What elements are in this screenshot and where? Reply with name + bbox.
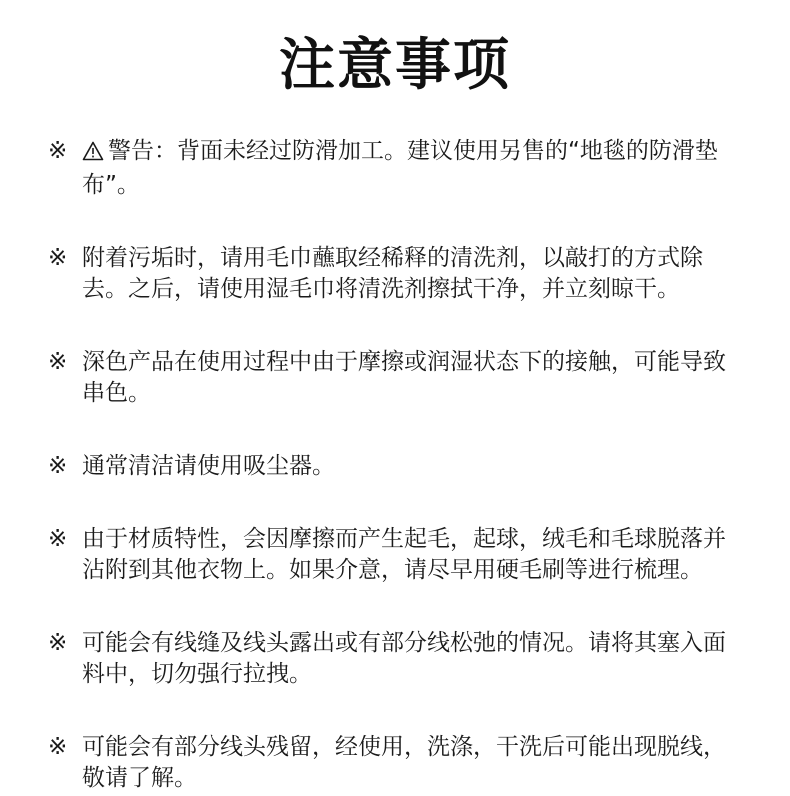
note-item bbox=[48, 347, 748, 409]
note-item bbox=[48, 451, 748, 482]
note-text: 由于材质特性，会因摩擦而产生起毛，起球，绒毛和毛球脱落并沾附到其他衣物上。如果介意，请尽早用硬毛刷等进行梳理。 bbox=[82, 526, 726, 583]
bullet-mark: ※ bbox=[48, 138, 68, 164]
note-text: 可能会有部分线头残留，经使用，洗涤，干洗后可能出现脱线，敬请了解。 bbox=[82, 734, 726, 791]
note-text: 警告：背面未经过防滑加工。建议使用另售的“地毯的防滑垫布”。 bbox=[82, 138, 718, 198]
note-item bbox=[48, 628, 748, 690]
note-text: 深色产品在使用过程中由于摩擦或润湿状态下的接触，可能导致串色。 bbox=[82, 349, 726, 406]
bullet-mark: ※ bbox=[48, 734, 68, 760]
note-item bbox=[48, 732, 748, 794]
bullet-mark: ※ bbox=[48, 349, 68, 375]
notes-list bbox=[48, 136, 748, 794]
note-text: 通常清洁请使用吸尘器。 bbox=[82, 453, 335, 479]
note-text: 附着污垢时，请用毛巾蘸取经稀释的清洗剂，以敲打的方式除去。之后，请使用湿毛巾将清洗剂擦拭干净，并立刻晾干。 bbox=[82, 245, 703, 302]
bullet-mark: ※ bbox=[48, 526, 68, 552]
note-text-wrap bbox=[82, 136, 748, 201]
bullet-mark: ※ bbox=[48, 245, 68, 271]
note-item bbox=[48, 243, 748, 305]
note-item bbox=[48, 524, 748, 586]
note-item bbox=[48, 136, 748, 201]
page-title: 注意事项 bbox=[279, 33, 511, 98]
bullet-mark: ※ bbox=[48, 453, 68, 479]
warning-triangle-icon bbox=[82, 139, 108, 170]
bullet-mark: ※ bbox=[48, 630, 68, 656]
note-text: 可能会有线缝及线头露出或有部分线松弛的情况。请将其塞入面料中，切勿强行拉拽。 bbox=[82, 630, 726, 687]
